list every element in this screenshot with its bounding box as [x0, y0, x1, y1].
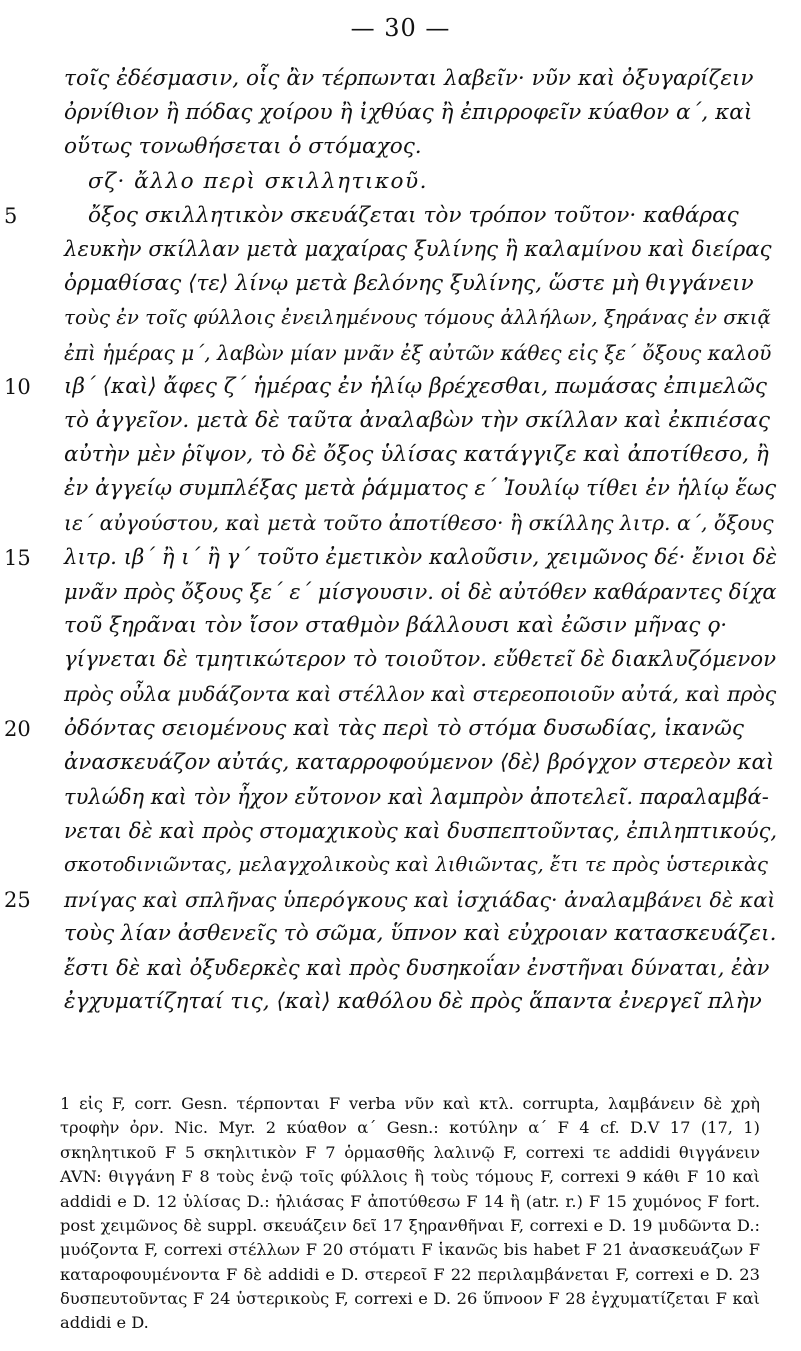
- line-text: τοῖς ἐδέσμασιν, οἷς ἂν τέρπωνται λαβεῖν· νῦν καὶ ὀξυγαρίζειν: [64, 66, 754, 91]
- line-text: ὀδόντας σειομένους καὶ τὰς περὶ τὸ στόμα δυσωδίας, ἱκανῶς: [64, 715, 744, 741]
- apparatus-entry: καταροφουμένοντα F: [60, 1264, 238, 1284]
- text-line: [0, 951, 801, 985]
- line-number: 20: [4, 716, 31, 741]
- apparatus-entry: 20 στόματι F: [322, 1240, 433, 1260]
- apparatus-entry: 17 ξηρανθῆναι F, correxi e D.: [382, 1215, 627, 1235]
- apparatus-entry: στέλλων F: [227, 1240, 318, 1260]
- text-line: [0, 404, 801, 438]
- line-text: γίγνεται δὲ τμητικώτερον τὸ τοιοῦτον. εὔθετεῖ δὲ διακλυζόμενον: [64, 647, 777, 673]
- line-number: 15: [4, 545, 31, 570]
- apparatus-entry: θιγγάνειν AVN: θιγγάνη F: [60, 1142, 761, 1187]
- line-number: 5: [4, 203, 18, 228]
- page-number: — 30 —: [350, 14, 451, 42]
- line-text: ιε´ αὐγούστου, καὶ μετὰ τοῦτο ἀποτίθεσο· ἢ σκίλλης λιτρ. α´, ὄξους: [64, 511, 774, 536]
- line-text: ὀρνίθιον ἢ πόδας χοίρου ἢ ἰχθύας ἢ ἐπιρροφεῖν κύαθον α´, καὶ: [64, 100, 753, 126]
- text-line: [0, 199, 801, 233]
- text-line: [0, 96, 801, 130]
- text-line: [0, 780, 801, 814]
- line-text: πνίγας καὶ σπλῆνας ὑπερόγκους καὶ ἰσχιάδας· ἀναλαμβάνει δὲ καὶ: [64, 887, 776, 912]
- text-line: [0, 712, 801, 746]
- apparatus-entry: 9 κάθι F: [625, 1167, 699, 1187]
- apparatus-entry: 23 δυσπευτοῦντας F: [60, 1264, 760, 1308]
- line-text: ἐπὶ ἡμέρας μ´, λαβὼν μίαν μνᾶν ἐξ αὐτῶν κάθες εἰς ξε´ ὄξους καλοῦ: [64, 340, 772, 365]
- text-line: [0, 985, 801, 1019]
- apparatus-entry: σκηλητικοῦ F: [60, 1142, 177, 1162]
- apparatus-entry: 15 χυμόνος F fort. post χειμῶνος δὲ suppl. σκευάζειν δεῖ: [60, 1191, 761, 1235]
- text-line: [0, 575, 801, 609]
- apparatus-entry: 19 μυδῶντα D.: μυόζοντα F, correxi: [60, 1215, 761, 1260]
- critical-apparatus: [60, 1092, 760, 1336]
- text-line: [0, 643, 801, 677]
- line-text: ιβ´ ⟨καὶ⟩ ἄφες ζ´ ἡμέρας ἐν ἡλίῳ βρέχεσθαι, πωμάσας ἐπιμελῶς: [64, 373, 767, 399]
- section-heading: σζ· ἄλλο περὶ σκιλλητικοῦ.: [88, 168, 429, 194]
- apparatus-entry: καὶ addidi e D.: [60, 1289, 760, 1333]
- text-line: [0, 233, 801, 267]
- line-text: σκοτοδινιῶντας, μελαγχολικοὺς καὶ λιθιῶντας, ἔτι τε πρὸς ὑστερικὰς: [64, 853, 768, 877]
- text-line: [0, 301, 801, 335]
- apparatus-entry: 21 ἀνασκευάζων F: [602, 1240, 760, 1260]
- line-text: μνᾶν πρὸς ὄξους ξε´ ε´ μίσγουσιν. οἱ δὲ αὐτόθεν καθάραντες δίχα: [64, 579, 777, 604]
- main-text: [0, 62, 801, 1019]
- apparatus-entry: τέρπονται F verba νῦν καὶ κτλ. corrupta, λαμβάνειν δὲ χρὴ τροφὴν ὀρν. Nic. Myr.: [60, 1094, 760, 1138]
- line-text: πρὸς οὖλα μυδάζοντα καὶ στέλλον καὶ στερεοποιοῦν αὐτά, καὶ πρὸς: [64, 682, 777, 707]
- apparatus-entry: 10 καὶ addidi e D.: [60, 1167, 760, 1211]
- line-text: λιτρ. ιβ´ ἢ ι´ ἢ γ´ τοῦτο ἐμετικὸν καλοῦσιν, χειμῶνος δέ· ἔνιοι δὲ: [64, 544, 778, 570]
- apparatus-entry: 26 ὕπνοον F: [456, 1289, 560, 1308]
- apparatus-entry: 1 εἰς F, corr. Gesn.: [60, 1094, 228, 1113]
- text-line: [0, 130, 801, 164]
- apparatus-entry: 8 τοὺς ἐνῷ τοῖς φύλλοις ἢ τοὺς τόμους F, correxi: [199, 1167, 620, 1187]
- apparatus-entry: 22 περιλαμβάνεται F, correxi e D.: [450, 1264, 734, 1284]
- apparatus-entry: 5 σκηλιτικὸν F: [184, 1142, 317, 1162]
- line-number: 25: [4, 887, 31, 912]
- line-number: 10: [4, 374, 31, 399]
- line-text: ἐγχυματίζηταί τις, ⟨καὶ⟩ καθόλου δὲ πρὸς ἅπαντα ἐνεργεῖ πλὴν: [64, 989, 762, 1015]
- text-line: [0, 165, 801, 199]
- line-text: ἔστι δὲ καὶ ὀξυδερκὲς καὶ πρὸς δυσηκοΐαν ἐνστῆναι δύναται, ἐὰν: [64, 955, 770, 980]
- text-line: [0, 814, 801, 848]
- text-line: [0, 438, 801, 472]
- line-text: λευκὴν σκίλλαν μετὰ μαχαίρας ξυλίνης ἢ καλαμίνου καὶ διείρας: [64, 236, 772, 262]
- text-line: [0, 917, 801, 951]
- apparatus-entry: 24 ὑστερικοὺς F, correxi e D.: [209, 1289, 452, 1308]
- apparatus-entry: 14 ἢ (atr. r.) F: [483, 1191, 601, 1211]
- apparatus-entry: 4 cf. D.V 17 (17, 1): [579, 1118, 760, 1138]
- line-text: νεται δὲ καὶ πρὸς στομαχικοὺς καὶ δυσπεπτοῦντας, ἐπιληπτικούς,: [64, 819, 778, 844]
- apparatus-entry: στερεοῖ F: [364, 1264, 445, 1284]
- text-line: [0, 746, 801, 780]
- apparatus-entry: τε addidi: [592, 1142, 671, 1162]
- text-line: [0, 883, 801, 917]
- text-line: [0, 506, 801, 540]
- apparatus-entry: 7 ὁρμασθῆς λαλινῷ F, correxi: [325, 1142, 585, 1162]
- text-line: [0, 541, 801, 575]
- line-text: ἐν ἀγγείῳ συμπλέξας μετὰ ῥάμματος ε´ Ἰουλίῳ τίθει ἐν ἡλίῳ ἕως: [64, 476, 777, 502]
- line-text: οὕτως τονωθήσεται ὁ στόμαχος.: [64, 134, 422, 160]
- apparatus-entry: 28 ἐγχυματίζεται F: [565, 1289, 727, 1308]
- line-text: τοῦ ξηρᾶναι τὸν ἴσον σταθμὸν βάλλουσι καὶ ἐῶσιν μῆνας ϙ·: [64, 613, 728, 638]
- text-line: [0, 267, 801, 301]
- line-text: τοὺς λίαν ἀσθενεῖς τὸ σῶμα, ὕπνον καὶ εὐχροιαν κατασκευάζει.: [64, 920, 777, 946]
- text-line: [0, 62, 801, 96]
- line-text: τοὺς ἐν τοῖς φύλλοις ἐνειλημένους τόμους ἀλλήλων, ξηράνας ἐν σκιᾷ: [64, 306, 771, 330]
- text-line: [0, 370, 801, 404]
- apparatus-entry: ἀποτύθεσω F: [367, 1191, 478, 1211]
- apparatus-entry: ἱκανῶς bis habet F: [438, 1240, 597, 1260]
- line-text: ὁρμαθίσας ⟨τε⟩ λίνῳ μετὰ βελόνης ξυλίνης, ὥστε μὴ θιγγάνειν: [64, 271, 754, 297]
- line-text: ἀνασκευάζον αὐτάς, καταρροφούμενον ⟨δὲ⟩ βρόγχον στερεὸν καὶ: [64, 749, 775, 775]
- apparatus-entry: 2 κύαθον α´ Gesn.: κοτύλην α´ F: [265, 1118, 569, 1138]
- text-line: [0, 609, 801, 643]
- line-text: τυλώδη καὶ τὸν ἦχον εὔτονον καὶ λαμπρὸν ἀποτελεῖ. παραλαμβά-: [64, 784, 769, 809]
- text-line: [0, 848, 801, 882]
- line-text: αὐτὴν μὲν ῥῖψον, τὸ δὲ ὄξος ὑλίσας κατάγγιζε καὶ ἀποτίθεσο, ἢ: [64, 442, 769, 468]
- apparatus-entry: 12 ὑλίσας D.: ἡλιάσας F: [156, 1191, 362, 1211]
- text-line: [0, 472, 801, 506]
- text-line: [0, 336, 801, 370]
- line-text: ὄξος σκιλλητικὸν σκευάζεται τὸν τρόπον τοῦτον· καθάρας: [88, 202, 739, 228]
- line-text: τὸ ἀγγεῖον. μετὰ δὲ ταῦτα ἀναλαβὼν τὴν σκίλλαν καὶ ἐκπιέσας: [64, 407, 770, 433]
- apparatus-entry: δὲ addidi e D.: [243, 1264, 359, 1284]
- text-line: [0, 677, 801, 711]
